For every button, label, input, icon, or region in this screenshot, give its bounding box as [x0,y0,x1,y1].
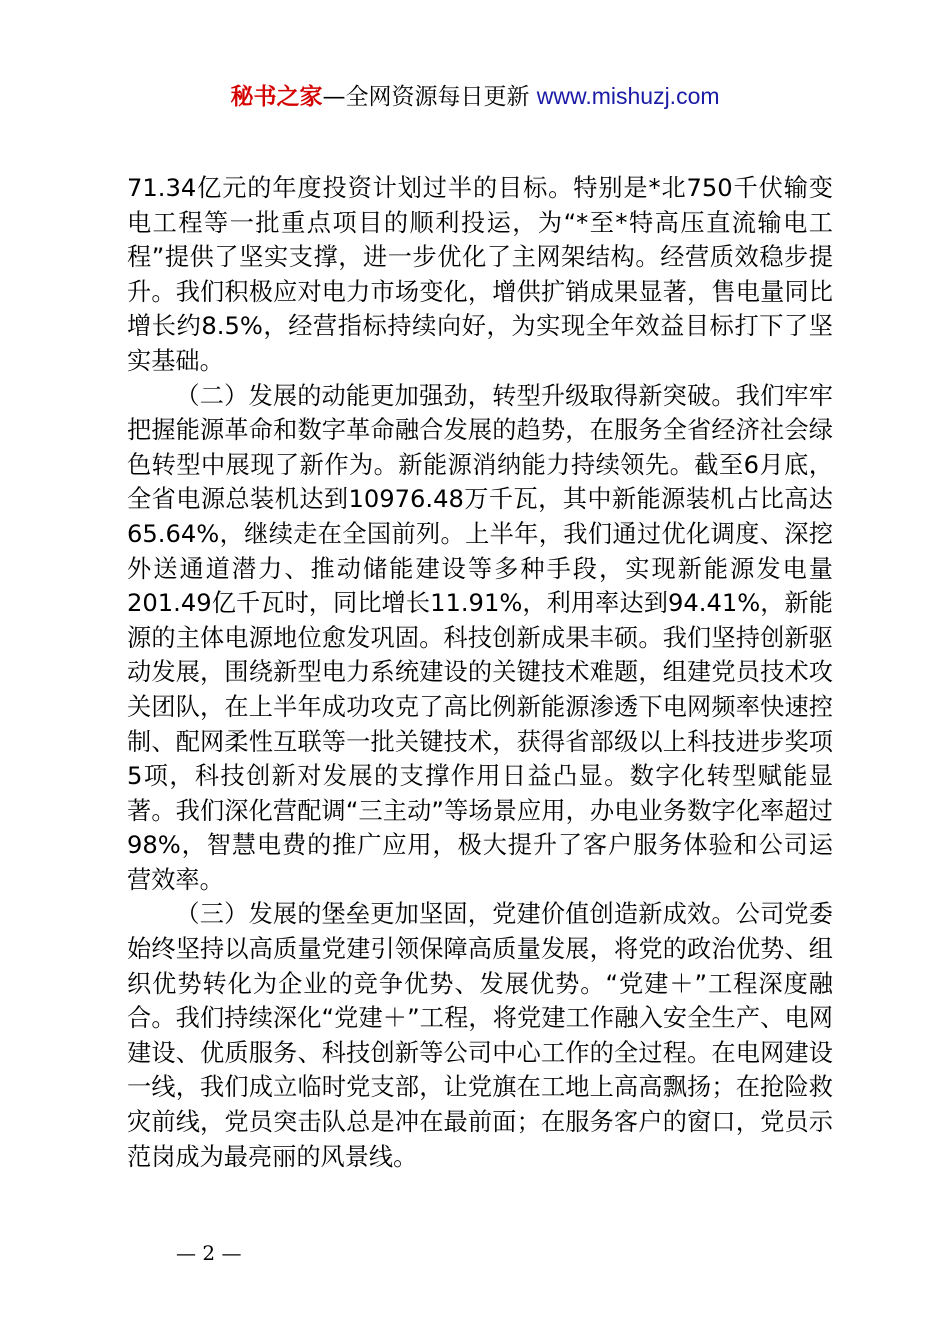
body-paragraph-section-three: （三）发展的堡垒更加坚固，党建价值创造新成效。公司党委始终坚持以高质量党建引领保障高质量发展，将党的政治优势、组织优势转化为企业的竞争优势、发展优势。“党建＋”工程深度融合。我们持续深化“党建＋”工程，将党建工作融入安全生产、电网建设、优质服务、科技创新等公司中心工作的全过程。在电网建设一线，我们成立临时党支部，让党旗在工地上高高飘扬；在抢险救灾前线，党员突击队总是冲在最前面；在服务客户的窗口，党员示范岗成为最亮丽的风景线。 [127,900,833,1171]
document-body [127,171,833,1174]
body-paragraph-section-two: （二）发展的动能更加强劲，转型升级取得新突破。我们牢牢把握能源革命和数字革命融合发展的趋势，在服务全省经济社会绿色转型中展现了新作为。新能源消纳能力持续领先。截至6月底，全省电源总装机达到10976.48万千瓦，其中新能源装机占比高达65.64%，继续走在全国前列。上半年，我们通过优化调度、深挖外送通道潜力、推动储能建设等多种手段，实现新能源发电量201.49亿千瓦时，同比增长11.91%，利用率达到94.41%，新能源的主体电源地位愈发巩固。科技创新成果丰硕。我们坚持创新驱动发展，围绕新型电力系统建设的关键技术难题，组建党员技术攻关团队，在上半年成功攻克了高比例新能源渗透下电网频率快速控制、配网柔性互联等一批关键技术，获得省部级以上科技进步奖项5项，科技创新对发展的支撑作用日益凸显。数字化转型赋能显著。我们深化营配调“三主动”等场景应用，办电业务数字化率超过98%，智慧电费的推广应用，极大提升了客户服务体验和公司运营效率。 [127,381,833,894]
body-paragraph-continuation: 71.34亿元的年度投资计划过半的目标。特别是*北750千伏输变电工程等一批重点项目的顺利投运，为“*至*特高压直流输电工程”提供了坚实支撑，进一步优化了主网架结构。经营质效稳步提升。我们积极应对电力市场变化，增供扩销成果显著，售电量同比增长约8.5%，经营指标持续向好，为实现全年效益目标打下了坚实基础。 [127,174,833,375]
header-tagline: —全网资源每日更新 [322,84,530,110]
site-url-link[interactable]: www.mishuzj.com [536,83,720,109]
page-number: — 2 — [176,1241,242,1265]
site-header [0,76,950,117]
brand-name: 秘书之家 [230,84,323,110]
